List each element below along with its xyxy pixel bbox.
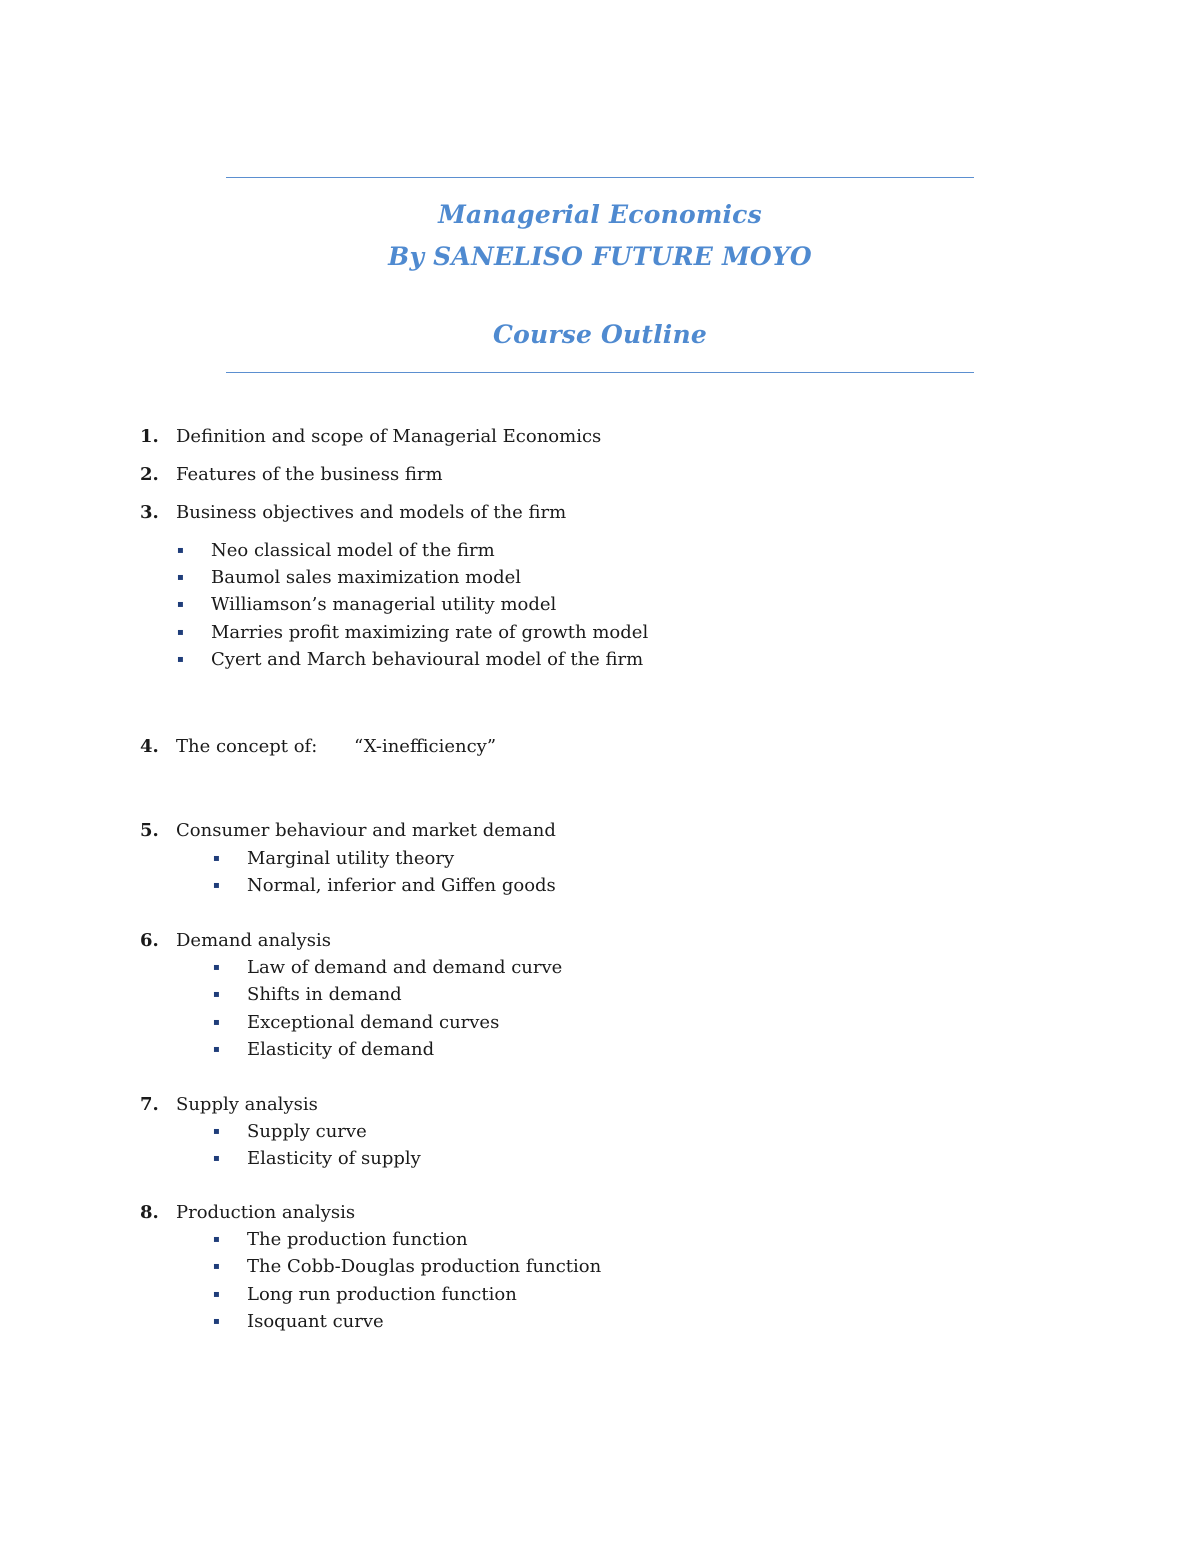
header-top-rule — [226, 177, 974, 178]
outline-sub-item-label: The Cobb-Douglas production function — [247, 1256, 602, 1277]
outline-item-number: 6. — [140, 930, 159, 951]
outline-sub-item-label: Normal, inferior and Giffen goods — [247, 875, 556, 896]
outline-item-term: “X-inefficiency” — [354, 736, 497, 757]
square-bullet-icon: ▪ — [213, 962, 220, 973]
square-bullet-icon: ▪ — [177, 572, 184, 583]
square-bullet-icon: ▪ — [213, 1234, 220, 1245]
outline-item-number: 5. — [140, 820, 159, 841]
outline-sub-item-label: Marginal utility theory — [247, 848, 455, 869]
outline-sub-item-label: Marries profit maximizing rate of growth model — [211, 622, 649, 643]
square-bullet-icon: ▪ — [213, 1289, 220, 1300]
document-author: By SANELISO FUTURE MOYO — [388, 242, 812, 271]
outline-sub-item-label: Law of demand and demand curve — [247, 957, 563, 978]
outline-sub-item-label: Neo classical model of the firm — [211, 540, 495, 561]
square-bullet-icon: ▪ — [177, 545, 184, 556]
document-title: Managerial Economics — [438, 200, 762, 229]
outline-sub-item-label: Cyert and March behavioural model of the firm — [211, 649, 644, 670]
outline-item-label: Features of the business firm — [176, 464, 443, 485]
document-subtitle: Course Outline — [493, 320, 707, 349]
outline-sub-item-label: Exceptional demand curves — [247, 1012, 500, 1033]
outline-item-number: 3. — [140, 502, 159, 523]
outline-item-label: Demand analysis — [176, 930, 331, 951]
square-bullet-icon: ▪ — [213, 1126, 220, 1137]
square-bullet-icon: ▪ — [213, 1261, 220, 1272]
outline-sub-item-label: Elasticity of demand — [247, 1039, 435, 1060]
square-bullet-icon: ▪ — [213, 1316, 220, 1327]
outline-item-number: 8. — [140, 1202, 159, 1223]
square-bullet-icon: ▪ — [213, 989, 220, 1000]
outline-sub-item-label: Isoquant curve — [247, 1311, 384, 1332]
outline-sub-item-label: Shifts in demand — [247, 984, 402, 1005]
square-bullet-icon: ▪ — [213, 853, 220, 864]
outline-sub-item-label: Long run production function — [247, 1284, 517, 1305]
outline-item-number: 1. — [140, 426, 159, 447]
outline-item-label: Consumer behaviour and market demand — [176, 820, 556, 841]
square-bullet-icon: ▪ — [177, 627, 184, 638]
outline-sub-item-label: Supply curve — [247, 1121, 367, 1142]
outline-item-number: 7. — [140, 1094, 159, 1115]
outline-sub-item-label: Baumol sales maximization model — [211, 567, 521, 588]
square-bullet-icon: ▪ — [213, 880, 220, 891]
outline-sub-item-label: The production function — [247, 1229, 468, 1250]
square-bullet-icon: ▪ — [177, 654, 184, 665]
outline-item-label: Business objectives and models of the firm — [176, 502, 567, 523]
square-bullet-icon: ▪ — [213, 1044, 220, 1055]
outline-item-number: 4. — [140, 736, 159, 757]
square-bullet-icon: ▪ — [213, 1153, 220, 1164]
square-bullet-icon: ▪ — [177, 599, 184, 610]
outline-item-label: Definition and scope of Managerial Economics — [176, 426, 602, 447]
header-bottom-rule — [226, 372, 974, 373]
outline-item-label: Supply analysis — [176, 1094, 318, 1115]
outline-sub-item-label: Elasticity of supply — [247, 1148, 421, 1169]
outline-item-label: The concept of: — [176, 736, 318, 757]
square-bullet-icon: ▪ — [213, 1017, 220, 1028]
outline-item-number: 2. — [140, 464, 159, 485]
outline-item-label: Production analysis — [176, 1202, 356, 1223]
outline-sub-item-label: Williamson’s managerial utility model — [211, 594, 557, 615]
